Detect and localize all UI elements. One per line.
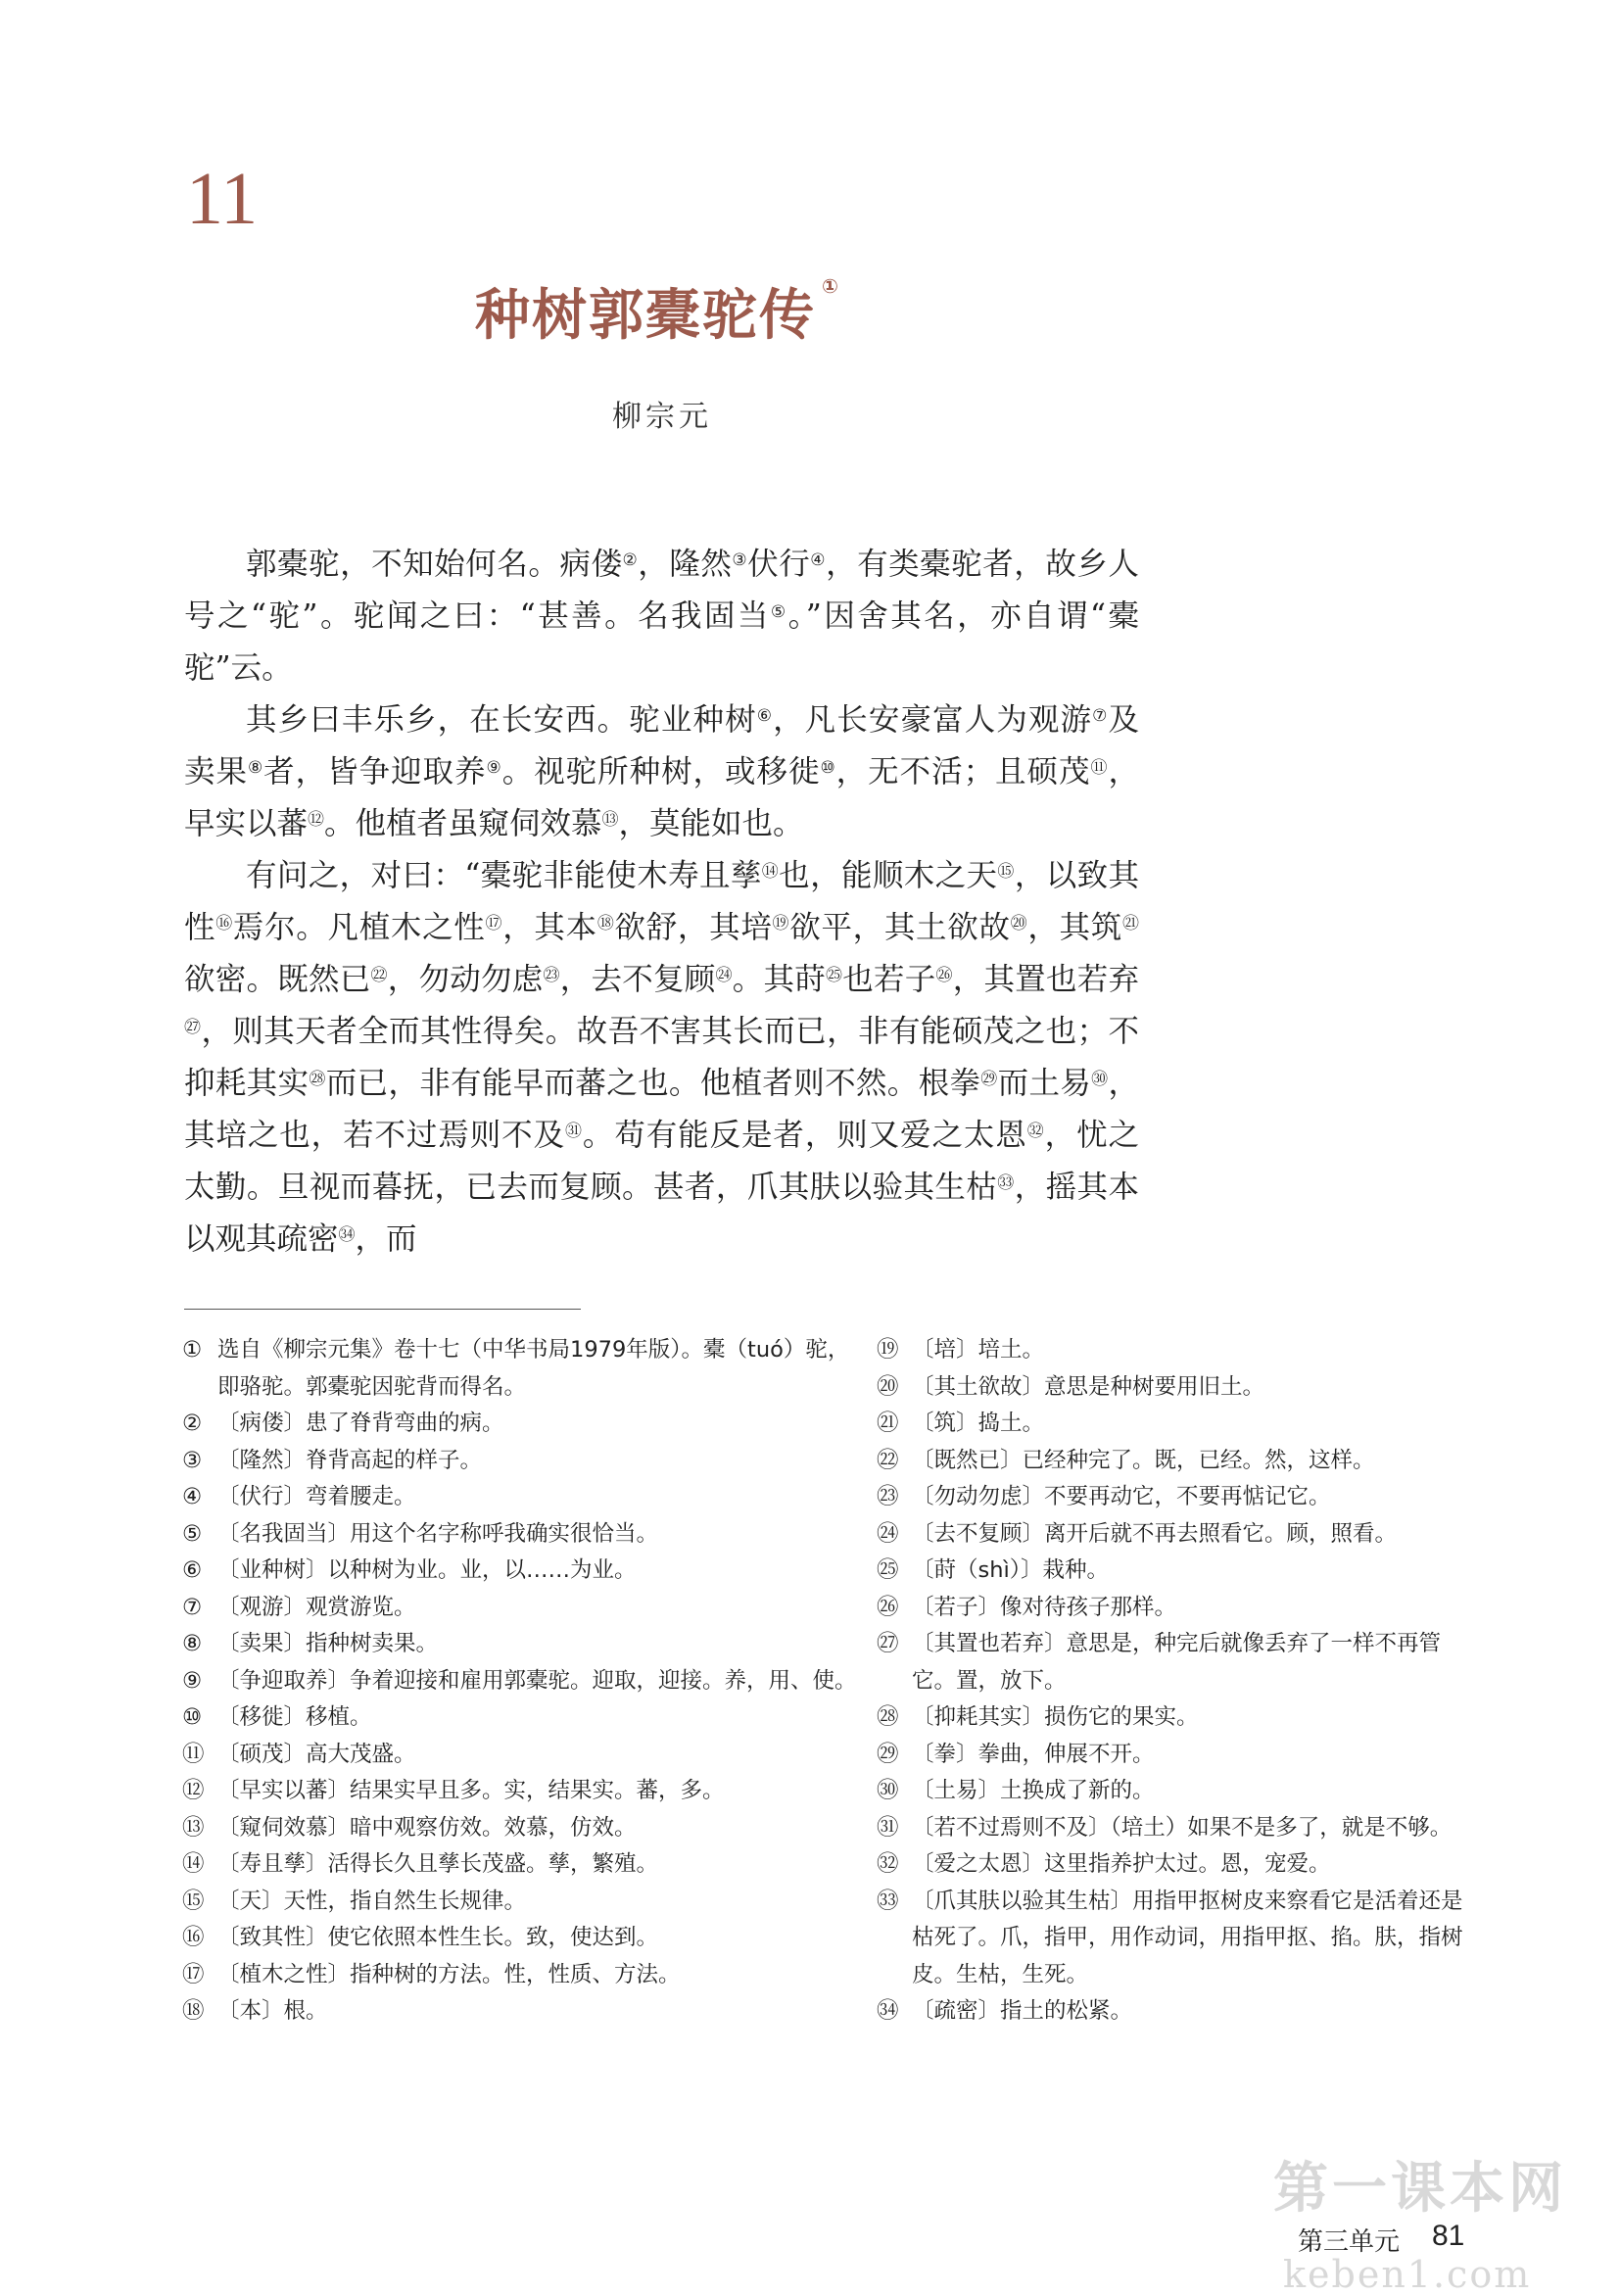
footnote-text: 〔既然已〕已经种完了。既，已经。然，这样。 bbox=[912, 1447, 1375, 1473]
footnote-number: ⑮ bbox=[182, 1888, 205, 1914]
footnote-ref: ⑱ bbox=[596, 914, 615, 933]
footnote-ref: ㉑ bbox=[1121, 914, 1139, 933]
paragraph-text: 。苟有能反是者，则又爱之太恩 bbox=[582, 1118, 1027, 1153]
footnote-number: ② bbox=[182, 1411, 203, 1436]
paragraph-text: ，早实以蕃 bbox=[184, 754, 1139, 841]
paragraph-text: ，忧之太勤。旦视而暮抚，已去而复顾。甚者，爪其肤以验其生枯 bbox=[184, 1118, 1139, 1205]
footnote-item bbox=[182, 1810, 868, 1847]
paragraph-text: 。”因舍其名，亦自谓“橐驼”云。 bbox=[184, 598, 1139, 686]
footnote-number: ⑨ bbox=[182, 1667, 203, 1694]
footnote-ref: ⑨ bbox=[486, 758, 502, 778]
footnote-item bbox=[182, 1626, 868, 1663]
footnote-text: 〔拳〕拳曲，伸展不开。 bbox=[912, 1741, 1155, 1767]
footnote-ref: ⑤ bbox=[770, 602, 788, 622]
paragraph-text: ，其置也若弃 bbox=[952, 962, 1139, 997]
footnote-number: ㉑ bbox=[877, 1411, 899, 1436]
footnote-ref: ④ bbox=[810, 550, 827, 570]
footnote-item bbox=[877, 1884, 1474, 1994]
page-title bbox=[475, 272, 840, 351]
footnote-text: 〔寿且孳〕活得长久且孳长茂盛。孳，繁殖。 bbox=[217, 1851, 659, 1877]
footnote-number: ⑩ bbox=[182, 1704, 203, 1730]
paragraph-text: ，其培之也，若不过焉则不及 bbox=[184, 1066, 1139, 1153]
footnote-ref: ㉗ bbox=[184, 1018, 202, 1037]
footnote-ref: ⑯ bbox=[215, 914, 233, 933]
footnote-item bbox=[877, 1846, 1474, 1884]
main-text bbox=[184, 539, 1139, 1266]
author: 柳宗元 bbox=[612, 400, 712, 434]
paragraph-text: ，去不复顾 bbox=[559, 962, 716, 997]
paragraph-text: ，凡长安豪富人为观游 bbox=[773, 702, 1093, 738]
footnote-ref: ⑧ bbox=[247, 758, 264, 778]
footnote-number: ㉖ bbox=[877, 1594, 899, 1620]
paragraph-text: ，摇其本以观其疏密 bbox=[184, 1170, 1139, 1257]
paragraph-text: 而已，非有能早而蕃之也。他植者则不然。根拳 bbox=[325, 1066, 981, 1101]
footnote-item bbox=[182, 1884, 868, 1921]
footnote-item bbox=[182, 1553, 868, 1590]
footnote-text: 〔植木之性〕指种树的方法。性，性质、方法。 bbox=[217, 1961, 681, 1987]
footnote-text: 〔爱之太恩〕这里指养护太过。恩，宠爱。 bbox=[912, 1851, 1331, 1877]
paragraph-text: ，有类橐驼者，故乡人号之“驼”。驼闻之曰：“甚善。名我固当 bbox=[184, 547, 1139, 634]
footnote-item bbox=[877, 1553, 1474, 1590]
footnote-text: 〔病偻〕患了脊背弯曲的病。 bbox=[217, 1411, 504, 1436]
footnote-text: 〔早实以蕃〕结果实早且多。实，结果实。蕃，多。 bbox=[217, 1778, 725, 1803]
paragraph-text: 而土易 bbox=[997, 1066, 1092, 1101]
footnote-number: ㉝ bbox=[877, 1888, 899, 1914]
footnote-number: ㉘ bbox=[877, 1704, 899, 1730]
paragraph-text: ，莫能如也。 bbox=[618, 806, 804, 841]
footnote-ref: ⑪ bbox=[1090, 758, 1109, 778]
footnote-item bbox=[877, 1810, 1474, 1847]
footnote-text: 〔若不过焉则不及〕（培土）如果不是多了，就是不够。 bbox=[912, 1814, 1453, 1841]
footnote-item bbox=[182, 1443, 868, 1480]
paragraph-text: 欲舒，其培 bbox=[614, 910, 773, 945]
footnote-item bbox=[877, 1443, 1474, 1480]
footnote-ref: ③ bbox=[732, 550, 748, 570]
page-number: 81 bbox=[1432, 2220, 1465, 2252]
footnote-item bbox=[877, 1626, 1474, 1699]
footnote-item bbox=[182, 1773, 868, 1810]
paragraph-text: 郭橐驼，不知始何名。病偻 bbox=[246, 547, 623, 582]
footnote-item bbox=[182, 1699, 868, 1737]
footnote-item bbox=[877, 1406, 1474, 1443]
footnote-ref: ⑥ bbox=[756, 706, 774, 726]
footnote-item bbox=[182, 1332, 868, 1406]
footnote-text: 〔本〕根。 bbox=[217, 1998, 328, 2024]
paragraph-text: 者，皆争迎取养 bbox=[263, 754, 487, 789]
footnote-ref: ⑬ bbox=[601, 810, 619, 830]
unit-label: 第三单元 bbox=[1298, 2227, 1401, 2257]
footnote-text: 〔移徙〕移植。 bbox=[217, 1704, 372, 1730]
footnote-item bbox=[877, 1993, 1474, 2031]
footnote-number: ㉚ bbox=[877, 1778, 899, 1803]
footnote-item bbox=[877, 1699, 1474, 1737]
paragraph bbox=[184, 539, 1139, 694]
footnote-text: 〔其置也若弃〕意思是，种完后就像丢弃了一样不再管它。置，放下。 bbox=[912, 1631, 1442, 1694]
footnote-text: 〔培〕培土。 bbox=[912, 1337, 1045, 1363]
footnote-number: ⑦ bbox=[182, 1594, 203, 1620]
footnote-ref: ② bbox=[622, 550, 639, 570]
footnote-text: 〔卖果〕指种树卖果。 bbox=[217, 1631, 439, 1656]
paragraph-text: ，其本 bbox=[502, 910, 597, 945]
footnote-number: ㉛ bbox=[877, 1814, 899, 1841]
footnote-ref: ⑦ bbox=[1092, 706, 1109, 726]
footnote-number: ⑪ bbox=[182, 1741, 205, 1767]
paragraph-text: 也若子 bbox=[842, 962, 936, 997]
footnote-number: ㉓ bbox=[877, 1484, 899, 1509]
footnote-number: ⑤ bbox=[182, 1520, 203, 1547]
footnote-ref: ⑳ bbox=[1010, 914, 1028, 933]
watermark-logo: 第一课本网 bbox=[1273, 2157, 1567, 2221]
footnote-ref: ⑩ bbox=[820, 758, 836, 778]
footnote-number: ⑥ bbox=[182, 1557, 203, 1583]
footnote-ref: ㉛ bbox=[564, 1122, 583, 1141]
footnote-number: ④ bbox=[182, 1484, 203, 1509]
paragraph-text: 其乡曰丰乐乡，在长安西。驼业种树 bbox=[246, 702, 757, 738]
footnote-number: ㉗ bbox=[877, 1631, 899, 1656]
footnote-ref: ⑲ bbox=[772, 914, 790, 933]
paragraph-text: 欲平，其土欲故 bbox=[789, 910, 1011, 945]
paragraph-text: 也，能顺木之天 bbox=[779, 858, 998, 893]
footnote-item bbox=[182, 1920, 868, 1957]
footnote-text: 〔伏行〕弯着腰走。 bbox=[217, 1484, 416, 1509]
footnote-number: ⑬ bbox=[182, 1814, 205, 1841]
footnote-text: 〔观游〕观赏游览。 bbox=[217, 1594, 416, 1620]
footnote-number: ③ bbox=[182, 1447, 203, 1473]
paragraph bbox=[184, 850, 1139, 1266]
footnote-text: 〔其土欲故〕意思是种树要用旧土。 bbox=[912, 1373, 1265, 1400]
footnotes-right-column bbox=[877, 1332, 1474, 2031]
paragraph-text: 有问之，对曰：“橐驼非能使木寿且孳 bbox=[246, 858, 762, 893]
footnote-number: ㉜ bbox=[877, 1851, 899, 1877]
footnote-text: 〔业种树〕以种树为业。业，以……为业。 bbox=[217, 1557, 637, 1583]
paragraph-text: ，无不活；且硕茂 bbox=[835, 754, 1091, 789]
footnote-item bbox=[182, 1663, 868, 1700]
footnote-item bbox=[182, 1993, 868, 2031]
footnote-item bbox=[182, 1846, 868, 1884]
paragraph-text: ，其筑 bbox=[1027, 910, 1122, 945]
paragraph-text: ，则其天者全而其性得矣。故吾不害其长而已，非有能硕茂之也；不抑耗其实 bbox=[184, 1014, 1139, 1101]
footnote-item bbox=[182, 1590, 868, 1627]
footnote-item bbox=[877, 1773, 1474, 1810]
footnote-ref: ㉝ bbox=[997, 1173, 1015, 1193]
footnote-number: ① bbox=[182, 1337, 203, 1363]
footnotes-left-column bbox=[182, 1332, 868, 2031]
paragraph-text: 伏行 bbox=[747, 547, 811, 582]
footnote-text: 〔名我固当〕用这个名字称呼我确实很恰当。 bbox=[217, 1520, 659, 1547]
footnote-item bbox=[877, 1737, 1474, 1774]
footnote-number: ⑱ bbox=[182, 1998, 205, 2024]
footnote-text: 〔土易〕土换成了新的。 bbox=[912, 1778, 1155, 1803]
lesson-number: 11 bbox=[186, 158, 259, 240]
paragraph-text: 及卖果 bbox=[184, 702, 1139, 789]
footnote-text: 〔爪其肤以验其生枯〕用指甲抠树皮来察看它是活着还是枯死了。爪，指甲，用作动词，用指甲抠、掐。肤，指树皮。生枯，生死。 bbox=[912, 1888, 1463, 1987]
footnote-ref: ㉜ bbox=[1026, 1122, 1045, 1141]
title-footnote-mark: ① bbox=[822, 274, 840, 298]
footnote-ref: ⑮ bbox=[997, 862, 1015, 882]
footnote-number: ⑭ bbox=[182, 1851, 205, 1877]
footnote-number: ㉕ bbox=[877, 1557, 899, 1583]
paragraph-text: ，隆然 bbox=[638, 547, 733, 582]
footnote-text: 〔去不复顾〕离开后就不再去照看它。顾，照看。 bbox=[912, 1520, 1398, 1547]
paragraph-text: ，而 bbox=[355, 1221, 417, 1257]
footnote-ref: ⑰ bbox=[485, 914, 503, 933]
footnote-ref: ㉚ bbox=[1091, 1070, 1109, 1089]
footnote-text: 〔抑耗其实〕损伤它的果实。 bbox=[912, 1704, 1199, 1730]
footnote-ref: ㉓ bbox=[543, 966, 560, 985]
footnote-number: ㉞ bbox=[877, 1998, 899, 2024]
paragraph-text: 。其莳 bbox=[732, 962, 826, 997]
footnote-item bbox=[877, 1590, 1474, 1627]
paragraph bbox=[184, 694, 1139, 850]
footnote-item bbox=[182, 1957, 868, 1994]
footnote-text: 〔若子〕像对待孩子那样。 bbox=[912, 1594, 1177, 1620]
footnote-ref: ㉕ bbox=[825, 966, 843, 985]
footnote-number: ⑫ bbox=[182, 1778, 205, 1803]
footnote-number: ⑳ bbox=[877, 1373, 899, 1400]
footnote-item bbox=[877, 1369, 1474, 1407]
footnote-item bbox=[182, 1737, 868, 1774]
footnote-text: 〔窥伺效慕〕暗中观察仿效。效慕，仿效。 bbox=[217, 1814, 637, 1841]
footnote-ref: ㉖ bbox=[935, 966, 953, 985]
footnote-number: ⑧ bbox=[182, 1631, 203, 1656]
footnote-number: ⑲ bbox=[877, 1337, 899, 1363]
footnote-item bbox=[877, 1516, 1474, 1554]
footnote-number: ㉔ bbox=[877, 1520, 899, 1547]
footnote-text: 〔疏密〕指土的松紧。 bbox=[912, 1998, 1133, 2024]
footnote-ref: ⑭ bbox=[761, 862, 780, 882]
paragraph-text: ，勿动勿虑 bbox=[387, 962, 544, 997]
footnote-text: 〔致其性〕使它依照本性生长。致，使达到。 bbox=[217, 1925, 659, 1950]
footnote-number: ㉒ bbox=[877, 1447, 899, 1473]
footnote-item bbox=[877, 1332, 1474, 1369]
footnote-item bbox=[182, 1516, 868, 1554]
footnote-number: ㉙ bbox=[877, 1741, 899, 1767]
footnote-ref: ㉒ bbox=[370, 966, 388, 985]
footnote-ref: ㉙ bbox=[980, 1070, 998, 1089]
footnote-ref: ㉘ bbox=[309, 1070, 326, 1089]
footnote-text: 〔天〕天性，指自然生长规律。 bbox=[217, 1888, 527, 1914]
footnote-text: 〔争迎取养〕争着迎接和雇用郭橐驼。迎取，迎接。养，用、使。 bbox=[217, 1667, 857, 1694]
title-text: 种树郭橐驼传 bbox=[475, 284, 816, 348]
footnote-number: ⑯ bbox=[182, 1925, 205, 1950]
footnote-text: 〔硕茂〕高大茂盛。 bbox=[217, 1741, 416, 1767]
footnote-divider bbox=[184, 1309, 581, 1310]
paragraph-text: 。他植者虽窥伺效慕 bbox=[324, 806, 602, 841]
footnote-item bbox=[877, 1479, 1474, 1516]
footnote-text: 〔勿动勿虑〕不要再动它，不要再惦记它。 bbox=[912, 1484, 1331, 1509]
paragraph-text: 。视驼所种树，或移徙 bbox=[501, 754, 821, 789]
footnote-text: 〔筑〕捣土。 bbox=[912, 1411, 1045, 1436]
footnote-text: 〔隆然〕脊背高起的样子。 bbox=[217, 1447, 483, 1473]
footnote-ref: ㉔ bbox=[715, 966, 733, 985]
paragraph-text: ，以致其性 bbox=[184, 858, 1140, 945]
paragraph-text: 欲密。既然已 bbox=[184, 962, 371, 997]
paragraph-text: 焉尔。凡植木之性 bbox=[232, 910, 486, 945]
footnote-item bbox=[182, 1406, 868, 1443]
footnote-text: 选自《柳宗元集》卷十七（中华书局1979年版）。橐（tuó）驼，即骆驼。郭橐驼因驼背而得名。 bbox=[217, 1337, 850, 1400]
footnote-item bbox=[182, 1479, 868, 1516]
footnote-number: ⑰ bbox=[182, 1961, 205, 1987]
footnote-ref: ㉞ bbox=[338, 1225, 356, 1245]
footnote-text: 〔莳（shì）〕栽种。 bbox=[912, 1557, 1109, 1583]
footnote-ref: ⑫ bbox=[308, 810, 325, 830]
watermark-url: keben1.com bbox=[1283, 2253, 1532, 2296]
